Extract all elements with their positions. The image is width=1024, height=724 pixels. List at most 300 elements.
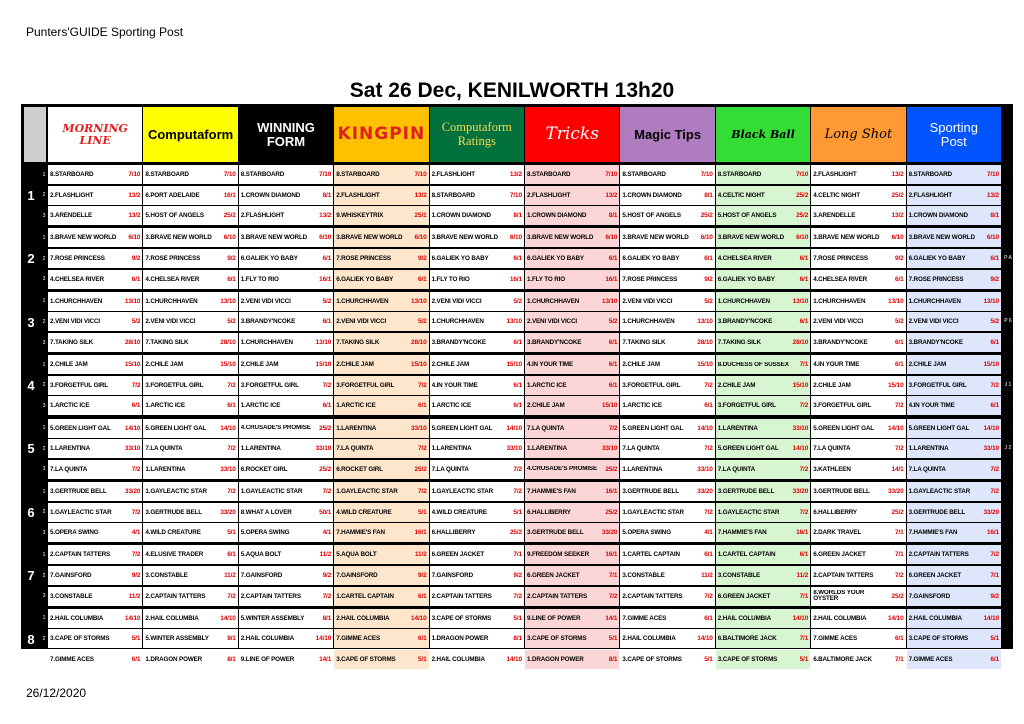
selection-cell (811, 503, 905, 522)
horse-name: 3.CAPE OF STORMS (50, 635, 110, 643)
selection-cell (811, 355, 905, 374)
row-number: 3 (42, 656, 46, 663)
column-header-line: Long Shot (824, 126, 893, 142)
column-header-line: Ratings (457, 133, 496, 148)
selection-cell (239, 165, 333, 184)
odds: 7/2 (417, 445, 427, 453)
odds: 13/2 (509, 171, 522, 178)
selection-cell (430, 186, 524, 205)
odds: 7/2 (131, 508, 141, 516)
race-number: 4 (27, 378, 35, 394)
selection-cell (239, 396, 333, 415)
odds: 6/1 (799, 551, 809, 559)
selection-cell (239, 206, 333, 225)
odds: 14/10 (888, 614, 904, 622)
selection-cell (620, 376, 714, 395)
selection-cell (907, 165, 1001, 184)
odds: 33/20 (697, 488, 713, 495)
horse-name: 1.DRAGON POWER (145, 656, 203, 663)
odds: 7/2 (322, 592, 332, 600)
horse-name: 9.FREEDOM SEEKER (527, 551, 589, 559)
page-title: Sat 26 Dec, KENILWORTH 13h20 (349, 79, 675, 102)
odds: 5/1 (417, 656, 427, 663)
horse-name: 5.AQUA BOLT (240, 551, 282, 559)
selection-cell (430, 206, 524, 225)
selection-cell (525, 650, 619, 669)
selection-cell (716, 355, 810, 374)
horse-name: 7.GAINSFORD (50, 572, 92, 579)
selection-cell (239, 460, 333, 479)
horse-name: 7.HAMMIE'S FAN (717, 529, 767, 537)
selection-cell (48, 566, 142, 585)
horse-name: 4.WILD CREATURE (431, 508, 487, 516)
odds: 6/1 (608, 361, 618, 369)
column-header-line: MORNING (62, 121, 128, 135)
odds: 13/10 (983, 297, 999, 305)
odds: 6/1 (990, 656, 999, 663)
odds: 8/1 (608, 212, 618, 220)
selection-cell (143, 419, 237, 438)
selection-cell (239, 376, 333, 395)
selection-cell (907, 355, 1001, 374)
selection-cell (716, 270, 810, 289)
odds: 8/1 (513, 212, 522, 220)
column-header (334, 107, 428, 162)
odds: 11/2 (701, 572, 713, 579)
horse-name: 3.CAPE OF STORMS (908, 635, 969, 643)
selection-cell (620, 503, 714, 522)
odds: 14/10 (506, 424, 522, 432)
horse-name: 3.CAPE OF STORMS (336, 656, 396, 663)
odds: 6/1 (608, 255, 618, 262)
horse-name: 7.GIMME ACES (908, 656, 953, 663)
row-number: 2 (42, 572, 46, 579)
row-number: 2 (42, 192, 46, 199)
horse-name: 1.ARCTIC ICE (622, 402, 662, 410)
selection-cell (143, 503, 237, 522)
horse-name: 8.WORLDS YOUR OYSTER (813, 589, 865, 603)
horse-name: 3.ARENDELLE (50, 212, 93, 220)
selection-cell (430, 270, 524, 289)
selection-cell (811, 270, 905, 289)
horse-name: 2.VENI VIDI VICCI (145, 318, 196, 326)
odds: 33/10 (983, 445, 999, 453)
odds: 14/10 (220, 614, 236, 622)
horse-name: 2.VENI VIDI VICCI (813, 318, 864, 326)
horse-name: 1.ARCTIC ICE (336, 402, 376, 410)
odds: 13/10 (506, 318, 522, 326)
odds: 7/2 (990, 381, 999, 389)
selection-cell (907, 587, 1001, 606)
odds: 33/20 (983, 508, 999, 516)
selection-cell (907, 545, 1001, 564)
horse-name: 4.IN YOUR TIME (908, 402, 955, 410)
selection-cell (620, 228, 714, 247)
selection-cell (143, 545, 237, 564)
odds: 9/2 (322, 572, 332, 579)
odds: 6/1 (704, 551, 713, 559)
horse-name: 3.BRAVE NEW WORLD (622, 234, 689, 242)
horse-name: 3.BRANDY'NCOKE (527, 339, 582, 346)
selection-cell (716, 333, 810, 352)
selection-cell (716, 206, 810, 225)
odds: 6/1 (417, 402, 427, 410)
selection-cell (811, 566, 905, 585)
horse-name: 8.WHAT A LOVER (240, 508, 292, 516)
column-header-line: Magic Tips (634, 126, 702, 142)
odds: 13/10 (315, 339, 332, 346)
odds: 9/2 (894, 255, 904, 262)
odds: 6/1 (799, 318, 809, 326)
selection-cell (48, 609, 142, 628)
horse-name: 7.GIMME ACES (50, 656, 94, 663)
horse-name: 3.GERTRUDE BELL (908, 508, 966, 516)
odds: 14/10 (506, 656, 522, 663)
horse-name: 8.DUCHESS OF SUSSEX (717, 361, 789, 368)
horse-name: 2.CAPTAIN TATTERS (431, 592, 492, 600)
odds: 4/1 (131, 529, 141, 537)
selection-cell (334, 376, 428, 395)
selection-cell (620, 419, 714, 438)
horse-name: 2.CAPTAIN TATTERS (908, 551, 969, 559)
selection-cell (334, 270, 428, 289)
selection-cell (143, 333, 237, 352)
selection-cell (48, 312, 142, 331)
selection-cell (811, 396, 905, 415)
horse-name: 1.LARENTINA (50, 445, 90, 453)
selection-cell (48, 650, 142, 669)
horse-name: 7.LA QUINTA (908, 465, 946, 473)
horse-name: 2.HAIL COLUMBIA (431, 656, 485, 663)
horse-name: 5.GREEN LIGHT GAL (622, 424, 684, 432)
selection-cell (811, 523, 905, 542)
selection-cell (143, 270, 237, 289)
horse-name: 8.STARBOARD (622, 171, 666, 178)
horse-name: 1.DRAGON POWER (431, 635, 489, 643)
selection-cell (48, 482, 142, 501)
selection-cell (48, 376, 142, 395)
horse-name: 5.OPERA SWING (622, 529, 671, 537)
horse-name: 5.HOST OF ANGELS (717, 212, 777, 220)
horse-name: 2.CHILE JAM (336, 361, 374, 369)
horse-name: 2.CAPTAIN TATTERS (622, 592, 683, 600)
odds: 25/2 (319, 424, 332, 432)
horse-name: 2.FLASHLIGHT (813, 171, 857, 178)
selection-cell (48, 186, 142, 205)
selection-cell (334, 419, 428, 438)
race-number: 1 (27, 187, 35, 203)
horse-name: 7.HAMMIE'S FAN (527, 488, 576, 495)
selection-cell (239, 482, 333, 501)
selection-cell (525, 629, 619, 648)
odds: 6/1 (513, 402, 522, 410)
horse-name: 6.GALIEK YO BABY (240, 255, 298, 262)
horse-name: 2.CHILE JAM (717, 381, 756, 389)
horse-name: 6.BALTIMORE JACK (813, 656, 872, 663)
selection-cell (716, 482, 810, 501)
horse-name: 3.CONSTABLE (145, 572, 188, 579)
odds: 6/1 (417, 635, 427, 643)
column-header (48, 107, 142, 162)
selection-cell (620, 650, 714, 669)
odds: 13/2 (128, 191, 141, 199)
selection-cell (716, 587, 810, 606)
odds: 6/1 (608, 339, 618, 346)
selection-cell (620, 460, 714, 479)
odds: 6/10 (414, 234, 427, 242)
selection-cell (334, 396, 428, 415)
selection-cell (620, 482, 714, 501)
horse-name: 3.BRANDY'NCOKE (908, 339, 963, 346)
selection-cell (239, 419, 333, 438)
odds: 7/2 (894, 572, 904, 579)
horse-name: 6.PORT ADELAIDE (145, 191, 200, 199)
odds: 33/20 (601, 529, 618, 537)
selection-cell (430, 165, 524, 184)
odds: 7/2 (227, 445, 236, 453)
selection-cell (239, 439, 333, 458)
horse-name: 2.CHILE JAM (527, 402, 565, 410)
horse-name: 2.DARK TRAVEL (813, 529, 862, 537)
horse-name: 5.HOST OF ANGELS (622, 212, 681, 220)
odds: 6/1 (322, 402, 332, 410)
odds: 9/2 (513, 572, 522, 579)
selection-cell (907, 523, 1001, 542)
odds: 14/10 (792, 614, 809, 622)
odds: 7/2 (227, 592, 236, 600)
odds: 25/2 (509, 529, 522, 537)
horse-name: 1.GAYLEACTIC STAR (622, 508, 684, 516)
selection-cell (143, 206, 237, 225)
odds: 11/2 (319, 551, 332, 559)
odds: 14/10 (697, 635, 713, 643)
horse-name: 1.GAYLEACTIC STAR (717, 508, 780, 516)
side-marker: J 2 (1004, 445, 1012, 452)
horse-name: 7.LA QUINTA (717, 465, 755, 473)
horse-name: 2.HAIL COLUMBIA (622, 635, 676, 643)
horse-name: 3.BRAVE NEW WORLD (240, 234, 308, 242)
horse-name: 1.GAYLEACTIC STAR (145, 488, 207, 495)
selection-cell (143, 482, 237, 501)
horse-name: 4.CELTIC NIGHT (813, 191, 860, 199)
selection-cell (239, 503, 333, 522)
odds: 16/1 (319, 275, 332, 283)
odds: 33/20 (220, 508, 236, 516)
odds: 7/1 (513, 551, 522, 559)
horse-name: 6.HALLIBERRY (527, 508, 571, 516)
selection-cell (525, 460, 619, 479)
column-header-line: Sporting (929, 119, 978, 135)
selection-cell (239, 566, 333, 585)
selection-cell (334, 609, 428, 628)
odds: 8/1 (990, 212, 999, 220)
selection-cell (525, 312, 619, 331)
odds: 6/1 (894, 339, 904, 346)
odds: 7/2 (608, 592, 618, 600)
horse-name: 4.CHELSEA RIVER (50, 275, 104, 283)
horse-name: 7.LA QUINTA (431, 465, 469, 473)
selection-cell (620, 355, 714, 374)
odds: 33/10 (792, 424, 809, 432)
odds: 7/10 (986, 171, 999, 178)
odds: 7/2 (704, 592, 713, 600)
horse-name: 3.GERTRUDE BELL (527, 529, 584, 537)
horse-name: 7.GAINSFORD (431, 572, 473, 579)
odds: 13/2 (891, 171, 904, 178)
odds: 33/10 (220, 465, 236, 473)
selection-cell (620, 545, 714, 564)
odds: 13/10 (792, 297, 809, 305)
selection-cell (239, 333, 333, 352)
horse-name: 4.ELUSIVE TRADER (145, 551, 204, 559)
odds: 25/2 (796, 212, 809, 220)
row-number: 3 (42, 402, 46, 409)
odds: 25/2 (796, 191, 809, 199)
selection-cell (525, 482, 619, 501)
odds: 8/1 (322, 614, 332, 622)
column-header-line: Tricks (545, 123, 599, 144)
column-header (811, 107, 905, 162)
selection-cell (716, 396, 810, 415)
odds: 5/1 (608, 635, 618, 643)
odds: 6/1 (704, 614, 713, 622)
selection-cell (143, 292, 237, 311)
selection-cell (716, 650, 810, 669)
column-header-line: Computaform (147, 126, 234, 142)
selection-cell (334, 587, 428, 606)
odds: 25/2 (605, 508, 618, 516)
selection-cell (143, 439, 237, 458)
selection-cell (48, 228, 142, 247)
selection-cell (334, 312, 428, 331)
selection-cell (620, 206, 714, 225)
selection-cell (811, 312, 905, 331)
odds: 8/1 (608, 656, 618, 663)
selection-cell (907, 312, 1001, 331)
selection-cell (620, 523, 714, 542)
odds: 6/10 (700, 234, 713, 242)
selection-cell (239, 629, 333, 648)
horse-name: 3.ARENDELLE (813, 212, 856, 220)
odds: 28/10 (411, 339, 427, 346)
row-number: 3 (42, 339, 46, 346)
horse-name: 5.GREEN LIGHT GAL (50, 424, 111, 432)
odds: 7/1 (894, 529, 904, 537)
odds: 15/10 (601, 402, 618, 410)
odds: 6/1 (513, 381, 522, 389)
horse-name: 4.IN YOUR TIME (527, 361, 574, 369)
horse-name: 1.FLY TO RIO (240, 275, 279, 283)
selection-cell (907, 206, 1001, 225)
row-number: 1 (42, 615, 46, 622)
odds: 7/2 (227, 488, 236, 495)
odds: 6/10 (891, 234, 904, 242)
selection-cell (430, 503, 524, 522)
horse-name: 2.CAPTAIN TATTERS (813, 572, 874, 579)
selection-cell (48, 523, 142, 542)
selection-cell (811, 333, 905, 352)
column-header-line: Black Ball (731, 127, 795, 141)
odds: 9/2 (990, 275, 999, 283)
odds: 14/10 (124, 614, 141, 622)
selection-cell (143, 312, 237, 331)
horse-name: 6.GALIEK YO BABY (527, 255, 584, 262)
horse-name: 7.ROSE PRINCESS (50, 255, 105, 262)
odds: 15/10 (124, 361, 141, 369)
odds: 5/2 (322, 297, 332, 305)
selection-cell (48, 503, 142, 522)
odds: 16/1 (605, 551, 618, 559)
selection-cell (334, 165, 428, 184)
horse-name: 5.GREEN LIGHT GAL (717, 445, 779, 453)
selection-cell (811, 439, 905, 458)
selection-cell (239, 545, 333, 564)
odds: 14/10 (697, 424, 713, 432)
selection-cell (620, 312, 714, 331)
column-header (907, 107, 1001, 162)
odds: 15/10 (983, 361, 999, 369)
selection-cell (811, 206, 905, 225)
selection-cell (620, 333, 714, 352)
selection-cell (334, 228, 428, 247)
selection-cell (430, 629, 524, 648)
horse-name: 2.CHILE JAM (50, 361, 88, 369)
selection-cell (716, 165, 810, 184)
odds: 11/2 (224, 572, 236, 579)
odds: 6/1 (990, 339, 999, 346)
odds: 28/10 (697, 339, 713, 346)
selection-cell (239, 355, 333, 374)
odds: 7/2 (799, 508, 809, 516)
selection-cell (334, 355, 428, 374)
horse-name: 9.LINE OF POWER (240, 656, 295, 663)
selection-cell (716, 249, 810, 268)
odds: 7/2 (513, 465, 522, 473)
odds: 7/2 (894, 445, 904, 453)
odds: 7/2 (608, 424, 618, 432)
odds: 6/1 (227, 551, 236, 559)
row-number: 2 (42, 318, 46, 325)
horse-name: 3.BRAVE NEW WORLD (50, 234, 117, 242)
selection-cell (716, 376, 810, 395)
horse-name: 7.ROSE PRINCESS (813, 255, 868, 262)
odds: 33/10 (601, 445, 618, 453)
column-header-line: FORM (266, 133, 306, 149)
selection-cell (525, 206, 619, 225)
horse-name: 3.BRANDY'NCOKE (240, 318, 296, 326)
selection-cell (48, 629, 142, 648)
horse-name: 5.OPERA SWING (240, 529, 290, 537)
odds: 15/10 (220, 361, 236, 369)
horse-name: 3.BRAVE NEW WORLD (908, 234, 975, 242)
horse-name: 3.GERTRUDE BELL (50, 488, 107, 495)
horse-name: 4.IN YOUR TIME (813, 361, 860, 369)
selection-cell (716, 419, 810, 438)
horse-name: 1.CHURCHHAVEN (717, 297, 770, 305)
horse-name: 1.CHURCHHAVEN (431, 318, 484, 326)
odds: 25/2 (891, 191, 904, 199)
selection-cell (716, 523, 810, 542)
odds: 14/10 (983, 424, 999, 432)
odds: 6/10 (509, 234, 522, 242)
selection-cell (143, 523, 237, 542)
selection-cell (907, 460, 1001, 479)
column-header-line: LINE (79, 133, 111, 147)
odds: 13/2 (128, 212, 141, 220)
row-number: 1 (42, 425, 46, 432)
odds: 5/1 (227, 529, 236, 537)
odds: 4/1 (322, 529, 332, 537)
